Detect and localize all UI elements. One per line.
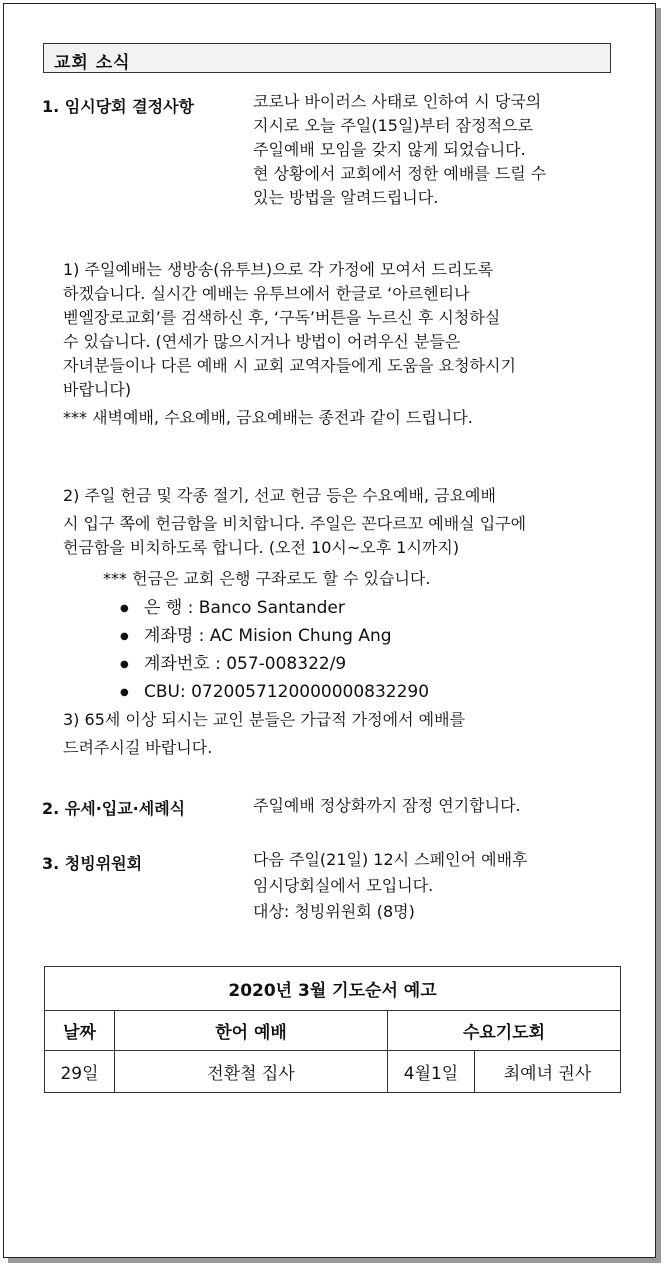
item2-line: 시 입구 쪽에 헌금함을 비치합니다. 주일은 꼰다르꼬 예배실 입구에 <box>63 514 527 533</box>
section2-text: 주일예배 정상화까지 잠정 연기합니다. <box>253 796 521 815</box>
item1-line: 벧엘장로교회’를 검색하신 후, ‘구독’버튼을 누르신 후 시청하실 <box>63 308 501 327</box>
item1-line: 바랍니다) <box>63 380 132 399</box>
section3-line: 임시당회실에서 모입니다. <box>253 876 434 895</box>
table-title: 2020년 3월 기도순서 예고 <box>45 967 621 1011</box>
section3-line: 대상: 청빙위원회 (8명) <box>253 902 415 921</box>
header-korean-service: 한어 예배 <box>115 1011 388 1051</box>
item2-line: 헌금함을 비치하도록 합니다. (오전 10시~오후 1시까지) <box>63 538 460 557</box>
bank-item-text: 은 행 : Banco Santander <box>144 598 345 618</box>
item3-paragraph <box>63 708 465 760</box>
intro-line: 현 상황에서 교회에서 정한 예배를 드릴 수 <box>253 164 547 183</box>
item1-line: 하겠습니다. 실시간 예배는 유투브에서 한글로 ‘아르헨티나 <box>63 284 470 303</box>
news-header-title: 교회 소식 <box>54 53 131 73</box>
section3-title: 3. 청빙위원회 <box>42 854 143 873</box>
bank-item-text: 계좌명 : AC Mision Chung Ang <box>144 626 392 646</box>
cell-korean-leader: 전환철 집사 <box>115 1051 388 1093</box>
bank-item <box>122 624 392 648</box>
header-date: 날짜 <box>45 1011 115 1051</box>
item1-line: 수 있습니다. (연세가 많으시거나 방법이 어려우신 분들은 <box>63 332 461 351</box>
item1-paragraph <box>63 258 516 430</box>
bank-item-text: 계좌번호 : 057-008322/9 <box>144 654 347 674</box>
intro-line: 있는 방법을 알려드립니다. <box>253 188 439 207</box>
section3-line: 다음 주일(21일) 12시 스페인어 예배후 <box>253 850 528 869</box>
bank-item <box>122 652 346 676</box>
cell-wed-leader: 최예녀 권사 <box>475 1051 621 1093</box>
item2-line: 2) 주일 헌금 및 각종 절기, 선교 헌금 등은 수요예배, 금요예배 <box>63 486 496 505</box>
item1-line: 1) 주일예배는 생방송(유투브)으로 각 가정에 모여서 드리도록 <box>63 260 494 279</box>
item2-paragraph <box>63 484 526 560</box>
section2-title: 2. 유세·입교·세례식 <box>42 799 186 818</box>
bank-item <box>122 680 429 704</box>
intro-line: 주일예배 모임을 갖지 않게 되었습니다. <box>253 140 526 159</box>
news-header <box>43 43 611 73</box>
bank-item-text: CBU: 0720057120000000832290 <box>144 682 430 702</box>
bank-note: *** 헌금은 교회 은행 구좌로도 할 수 있습니다. <box>103 569 431 588</box>
item1-line: *** 새벽예배, 수요예배, 금요예배는 종전과 같이 드립니다. <box>63 408 473 427</box>
intro-line: 지시로 오늘 주일(15일)부터 잠정적으로 <box>253 116 533 135</box>
item3-line: 3) 65세 이상 되시는 교인 분들은 가급적 가정에서 예배를 <box>63 710 466 729</box>
section1-intro <box>253 90 546 210</box>
item3-line: 드려주시길 바랍니다. <box>63 738 213 757</box>
section1-title: 1. 임시당회 결정사항 <box>42 97 194 116</box>
bank-item <box>122 596 345 620</box>
section3-text <box>253 848 527 924</box>
prayer-schedule-table <box>44 966 621 1093</box>
header-wednesday-prayer: 수요기도회 <box>388 1011 621 1051</box>
intro-line: 코로나 바이러스 사태로 인하여 시 당국의 <box>253 92 542 111</box>
cell-wed-date: 4월1일 <box>388 1051 475 1093</box>
cell-date: 29일 <box>45 1051 115 1093</box>
table-row <box>45 1051 621 1093</box>
item1-line: 자녀분들이나 다른 예배 시 교회 교역자들에게 도움을 요청하시기 <box>63 356 516 375</box>
